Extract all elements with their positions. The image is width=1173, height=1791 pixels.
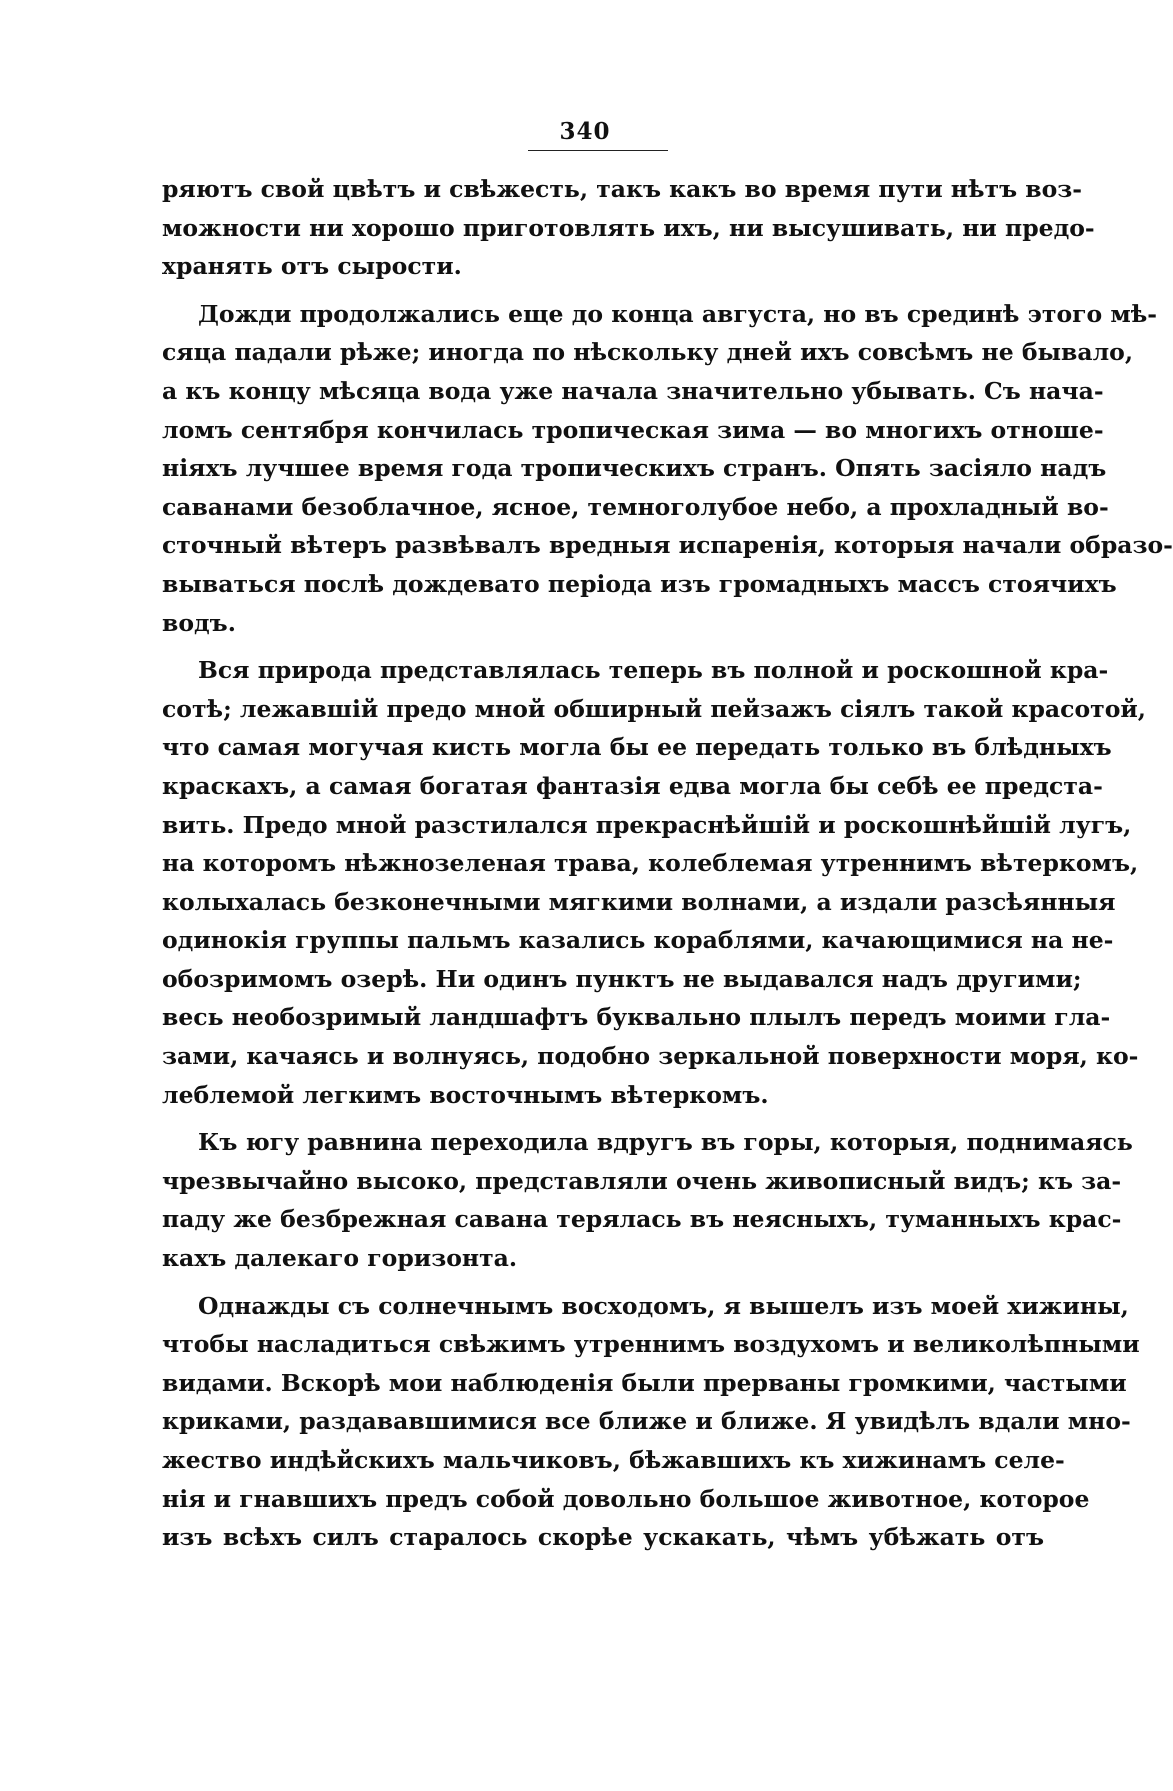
text-line: что самая могучая кисть могла бы ее передать только въ блѣдныхъ [162, 733, 1112, 762]
paragraph [162, 170, 1095, 286]
paragraph [162, 295, 1173, 642]
text-line: кахъ далекаго горизонта. [162, 1244, 518, 1273]
text-line: ряютъ свой цвѣтъ и свѣжесть, такъ какъ во время пути нѣтъ воз- [162, 175, 1083, 203]
paragraph [162, 1123, 1133, 1277]
text-line: жество индѣйскихъ мальчиковъ, бѣжавшихъ къ хижинамъ селе- [162, 1446, 1065, 1474]
page-number: 340 [559, 118, 611, 145]
text-line: одинокія группы пальмъ казались кораблями, качающимися на не- [162, 926, 1114, 955]
text-line: вить. Предо мной разстилался прекраснѣйшій и роскошнѣйшій лугъ, [162, 810, 1132, 839]
body-text [162, 170, 1173, 1557]
text-line: хранять отъ сырости. [162, 252, 462, 281]
text-line: ломъ сентября кончилась тропическая зима — во многихъ отноше- [162, 415, 1104, 444]
text-line: сотѣ; лежавшій предо мной обширный пейзажъ сіялъ такой красотой, [162, 694, 1146, 723]
text-line: весь необозримый ландшафтъ буквально плылъ передъ моими гла- [162, 1003, 1111, 1032]
text-line: Вся природа представлялась теперь въ полной и роскошной кра- [198, 656, 1109, 685]
paragraph [162, 1287, 1140, 1557]
text-line: обозримомъ озерѣ. Ни одинъ пунктъ не выдавался надъ другими; [162, 964, 1082, 993]
text-line: саванами безоблачное, ясное, темноголубое небо, а прохладный во- [162, 492, 1109, 521]
text-line: сяца падали рѣже; иногда по нѣскольку дней ихъ совсѣмъ не бывало, [162, 338, 1134, 367]
text-line: колыхалась безконечными мягкими волнами, а издали разсѣянныя [162, 887, 1116, 916]
text-line: паду же безбрежная савана терялась въ неясныхъ, туманныхъ крас- [162, 1205, 1122, 1234]
text-line: вываться послѣ дождевато періода изъ громадныхъ массъ стоячихъ [162, 569, 1117, 598]
text-line: видами. Вскорѣ мои наблюденія были прерваны громкими, частыми [162, 1368, 1127, 1397]
text-line: на которомъ нѣжнозеленая трава, колеблемая утреннимъ вѣтеркомъ, [162, 849, 1139, 878]
text-line: криками, раздававшимися все ближе и ближе. Я увидѣлъ вдали мно- [162, 1407, 1131, 1436]
text-line: можности ни хорошо приготовлять ихъ, ни высушивать, ни предо- [162, 213, 1095, 242]
text-line: водъ. [162, 608, 236, 637]
text-line: а къ концу мѣсяца вода уже начала значительно убывать. Съ нача- [162, 376, 1104, 405]
page-number-rule [528, 150, 668, 151]
text-line: изъ всѣхъ силъ старалось скорѣе ускакать, чѣмъ убѣжать отъ [162, 1523, 1044, 1552]
text-line: леблемой легкимъ восточнымъ вѣтеркомъ. [162, 1080, 769, 1109]
paragraph [162, 651, 1146, 1114]
text-line: ніяхъ лучшее время года тропическихъ странъ. Опять засіяло надъ [162, 454, 1107, 483]
text-line: Дожди продолжались еще до конца августа, но въ срединѣ этого мѣ- [198, 299, 1158, 328]
text-line: нія и гнавшихъ предъ собой довольно большое животное, которое [162, 1484, 1090, 1513]
text-line: чрезвычайно высоко, представляли очень живописный видъ; къ за- [162, 1166, 1122, 1195]
text-line: краскахъ, а самая богатая фантазія едва могла бы себѣ ее предста- [162, 771, 1103, 800]
text-line: зами, качаясь и волнуясь, подобно зеркальной поверхности моря, ко- [162, 1042, 1139, 1071]
text-line: Однажды съ солнечнымъ восходомъ, я вышелъ изъ моей хижины, [198, 1291, 1129, 1320]
text-line: сточный вѣтеръ развѣвалъ вредныя испаренія, которыя начали образо- [162, 531, 1173, 560]
text-line: чтобы насладиться свѣжимъ утреннимъ воздухомъ и великолѣпными [162, 1330, 1140, 1359]
text-line: Къ югу равнина переходила вдругъ въ горы, которыя, поднимаясь [198, 1128, 1133, 1157]
